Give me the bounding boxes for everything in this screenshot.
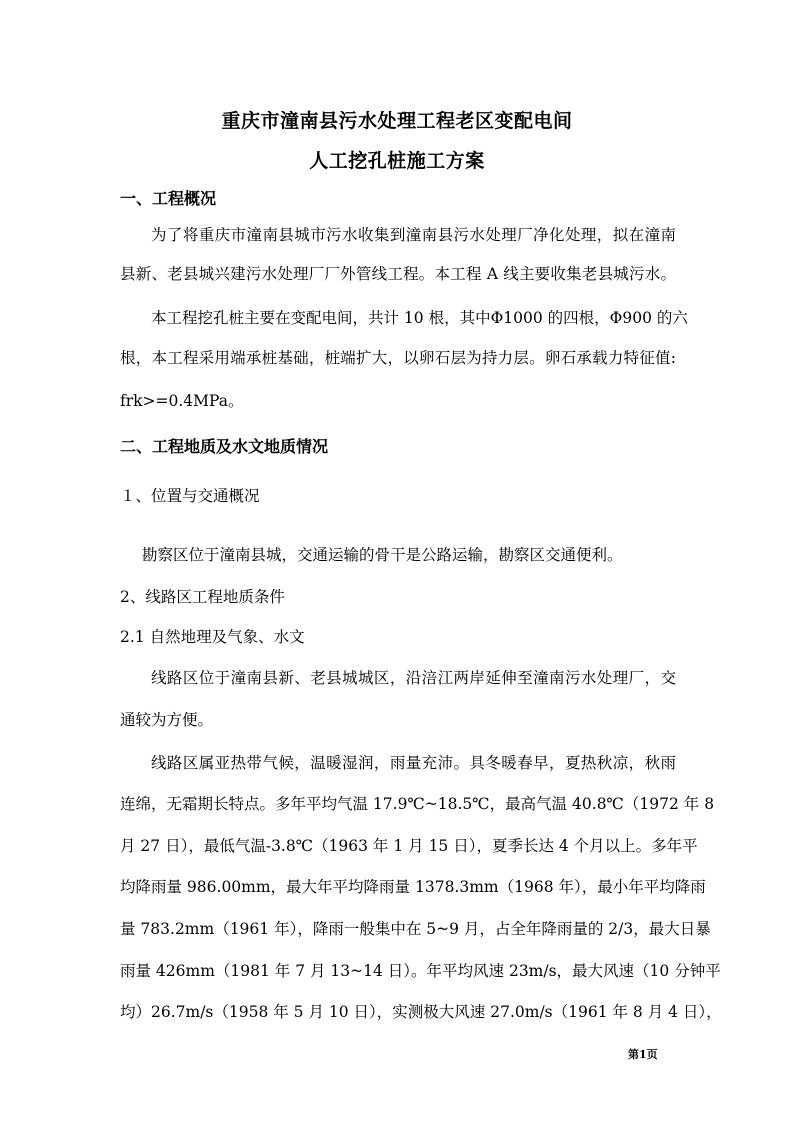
paragraph-line: 月 27 日），最低气温-3.8℃（1963 年 1 月 15 日），夏季长达 4 个月以上。多年平 <box>120 837 698 855</box>
paragraph-line: 线路区属亚热带气候，温暖湿润，雨量充沛。具冬暖春早，夏热秋凉，秋雨 <box>151 754 676 772</box>
paragraph-line: 雨量 426mm（1981 年 7 月 13~14 日）。年平均风速 23m/s，最大风速（10 分钟平 <box>120 962 721 980</box>
page-number: 第1页 <box>628 1048 658 1061</box>
section-heading-overview: 一、工程概况 <box>120 189 217 208</box>
section-heading-geology: 二、工程地质及水文地质情况 <box>120 437 329 456</box>
paragraph-line: 量 783.2mm（1961 年），降雨一般集中在 5~9 月，占全年降雨量的 2/3，最大日暴 <box>120 920 711 938</box>
subsection-heading-location: １、位置与交通概况 <box>120 487 260 505</box>
paragraph-line: 线路区位于潼南县新、老县城城区，沿涪江两岸延伸至潼南污水处理厂，交 <box>151 669 676 687</box>
subsection-heading-natural-geography: 2.1 自然地理及气象、水文 <box>120 628 305 646</box>
document-title-line1: 重庆市潼南县污水处理工程老区变配电间 <box>221 110 573 132</box>
paragraph-line: frk>=0.4MPa。 <box>120 392 244 410</box>
document-title-line2: 人工挖孔桩施工方案 <box>309 150 485 172</box>
paragraph-line: 为了将重庆市潼南县城市污水收集到潼南县污水处理厂净化处理，拟在潼南 <box>151 226 676 244</box>
subsection-heading-route-geology: 2、线路区工程地质条件 <box>120 588 285 606</box>
paragraph-line: 根，本工程采用端承桩基础，桩端扩大，以卵石层为持力层。卵石承载力特征值: <box>120 349 676 367</box>
paragraph-line: 县新、老县城兴建污水处理厂厂外管线工程。本工程 A 线主要收集老县城污水。 <box>120 265 676 283</box>
paragraph-line: 均降雨量 986.00mm，最大年平均降雨量 1378.3mm（1968 年），最小年平均降雨 <box>120 878 706 896</box>
paragraph-line: 均）26.7m/s（1958 年 5 月 10 日），实测极大风速 27.0m/s（1961 年 8 月 4 日）， <box>120 1003 722 1021</box>
paragraph-line: 连绵，无霜期长特点。多年平均气温 17.9℃~18.5℃，最高气温 40.8℃（1972 年 8 <box>120 795 715 813</box>
paragraph-line: 勘察区位于潼南县城，交通运输的骨干是公路运输，勘察区交通便利。 <box>142 546 623 564</box>
paragraph-line: 通较为方便。 <box>120 711 214 729</box>
paragraph-line: 本工程挖孔桩主要在变配电间，共计 10 根，其中Φ1000 的四根，Φ900 的六 <box>151 309 688 327</box>
